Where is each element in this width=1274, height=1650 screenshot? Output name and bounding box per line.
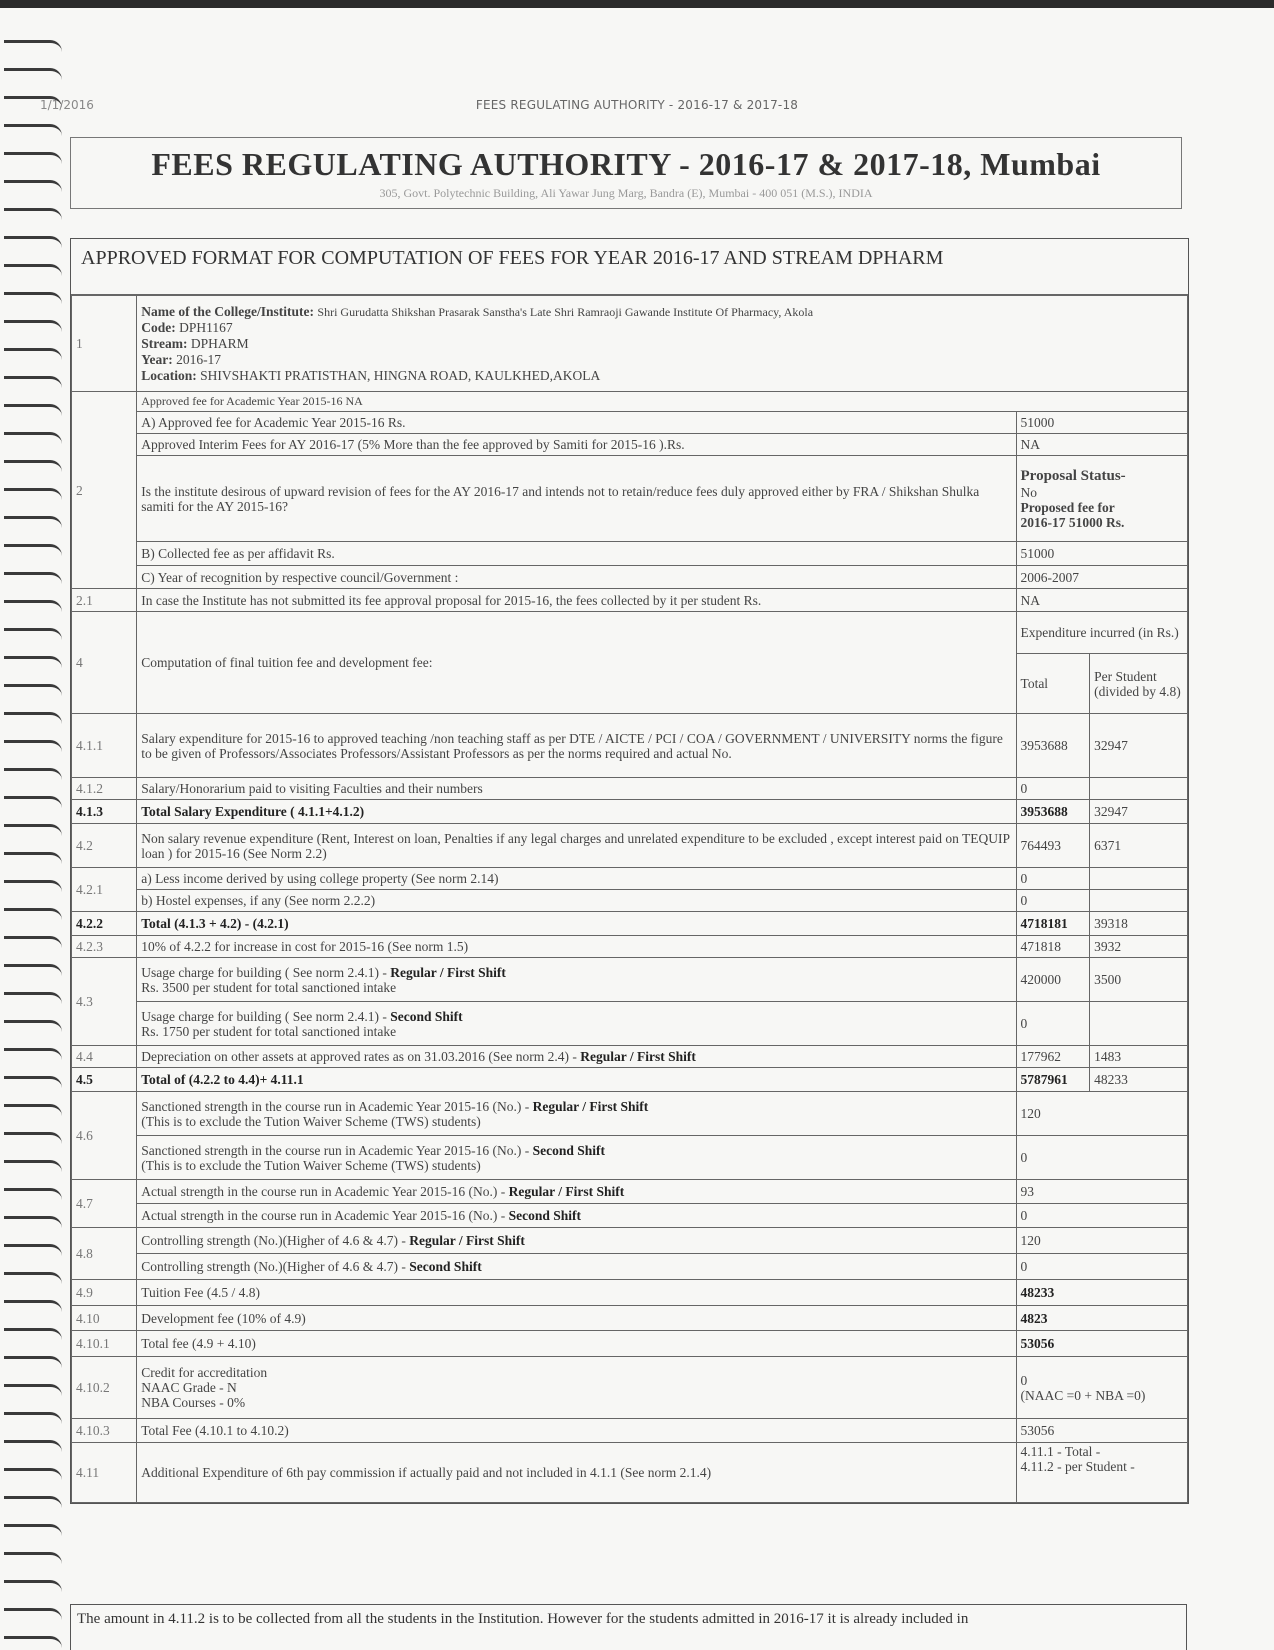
row-label: Credit for accreditation NAAC Grade - N NBA Courses - 0% [137,1357,1016,1419]
row-value: 53056 [1016,1331,1187,1357]
row-label: Actual strength in the course run in Academic Year 2015-16 (No.) - Regular / First Shift [137,1180,1016,1204]
row-value: 48233 [1016,1280,1187,1306]
print-header: FEES REGULATING AUTHORITY - 2016-17 & 2017-18 [475,98,799,112]
row-label: B) Collected fee as per affidavit Rs. [137,542,1016,566]
binding-ring [4,348,62,360]
row-label: Tuition Fee (4.5 / 4.8) [137,1280,1016,1306]
table-row: 4.5 Total of (4.2.2 to 4.4)+ 4.11.1 5787961 48233 [72,1068,1188,1092]
binding-ring [4,1020,62,1032]
fee-table [71,295,1188,1503]
row-value: 51000 [1016,412,1187,434]
college-name: Shri Gurudatta Shikshan Prasarak Sanstha's Late Shri Ramraoji Gawande Institute Of Pharmacy, Akola [317,304,814,319]
table-row [72,589,1188,612]
total-head: Total [1016,654,1090,714]
binding-ring [4,236,62,248]
binding-ring [4,796,62,808]
row-label: Salary expenditure for 2015-16 to approved teaching /non teaching staff as per DTE / AICTE / PCI / COA / GOVERNMENT / UNIVERSITY norms the figure to be given of Professors/Associates Professors/Assistant Professors as per the norms required and actual No. [137,714,1016,778]
row-total: 0 [1016,1002,1090,1046]
table-row [72,296,1188,392]
binding-ring [4,1524,62,1536]
binding-ring [4,124,62,136]
row-label: Sanctioned strength in the course run in Academic Year 2015-16 (No.) - Regular / First Shift (This is to exclude the Tution Waiver Scheme (TWS) students) [137,1092,1016,1136]
row-label: Sanctioned strength in the course run in Academic Year 2015-16 (No.) - Second Shift (This is to exclude the Tution Waiver Scheme (TWS) students) [137,1136,1016,1180]
table-row [72,1254,1188,1280]
serial-no: 1 [72,296,137,392]
row-value: 51000 [1016,542,1187,566]
row-label: Controlling strength (No.)(Higher of 4.6 & 4.7) - Second Shift [137,1254,1016,1280]
row-total: 3953688 [1016,800,1090,824]
row-total: 0 [1016,890,1090,912]
row-per-student [1090,890,1188,912]
authority-address: 305, Govt. Polytechnic Building, Ali Yawar Jung Marg, Bandra (E), Mumbai - 400 051 (M.S.), INDIA [379,186,873,200]
row-per-student: 48233 [1090,1068,1188,1092]
row-total: 3953688 [1016,714,1090,778]
table-row: 4.2.2 Total (4.1.3 + 4.2) - (4.2.1) 4718181 39318 [72,912,1188,936]
binding-ring [4,1608,62,1620]
row-label: b) Hostel expenses, if any (See norm 2.2.2) [137,890,1016,912]
row-label: Non salary revenue expenditure (Rent, Interest on loan, Penalties if any legal charges and unrelated expenditure to be excluded , except interest paid on TEQUIP loan ) for 2015-16 (See Norm 2.2) [137,824,1016,868]
row-value: 120 [1016,1092,1187,1136]
row-value: 4.11.1 - Total - 4.11.2 - per Student - [1016,1443,1187,1503]
footer-note: The amount in 4.11.2 is to be collected from all the students in the Institution. However for the students admitted in 2016-17 it is already included in [70,1604,1187,1650]
row-label: Usage charge for building ( See norm 2.4.1) - Regular / First Shift Rs. 3500 per student for total sanctioned intake [137,958,1016,1002]
binding-ring [4,1076,62,1088]
row-total: 177962 [1016,1046,1090,1068]
table-row [72,612,1188,654]
row-total: 0 [1016,778,1090,800]
binding-ring [4,1468,62,1480]
table-row: 4.4 Depreciation on other assets at approved rates as on 31.03.2016 (See norm 2.4) - Regular / First Shift 177962 1483 [72,1046,1188,1068]
binding-ring [4,1356,62,1368]
row-value: 120 [1016,1228,1187,1254]
binding-ring [4,880,62,892]
binding-ring [4,1580,62,1592]
binding-ring [4,544,62,556]
row-label: Salary/Honorarium paid to visiting Faculties and their numbers [137,778,1016,800]
binding-ring [4,936,62,948]
binding-ring [4,656,62,668]
row-label: Total Salary Expenditure ( 4.1.1+4.1.2) [137,800,1016,824]
row-per-student [1090,868,1188,890]
binding-ring [4,1216,62,1228]
table-row: 4.9 Tuition Fee (4.5 / 4.8) 48233 [72,1280,1188,1306]
stream: DPHARM [190,335,249,351]
binding-ring [4,600,62,612]
row-label: Additional Expenditure of 6th pay commission if actually paid and not included in 4.1.1 (See norm 2.1.4) [137,1443,1016,1503]
page-title: FEES REGULATING AUTHORITY - 2016-17 & 2017-18, Mumbai [151,146,1101,182]
table-row: 4.6 Sanctioned strength in the course run in Academic Year 2015-16 (No.) - Regular / First Shift (This is to exclude the Tution Waiver Scheme (TWS) students) 120 [72,1092,1188,1136]
spiral-binding [0,0,64,1649]
approved-fee-ay-note: Approved fee for Academic Year 2015-16 NA [137,392,1188,412]
binding-ring [4,180,62,192]
binding-ring [4,1636,62,1648]
binding-ring [4,768,62,780]
table-row: 4.11 Additional Expenditure of 6th pay commission if actually paid and not included in 4.1.1 (See norm 2.1.4) 4.11.1 - Total - 4.11.2 - per Student - [72,1443,1188,1503]
table-row: 4.2.1 a) Less income derived by using college property (See norm 2.14) 0 [72,868,1188,890]
binding-ring [4,1272,62,1284]
binding-ring [4,1104,62,1116]
table-row: 4.10 Development fee (10% of 4.9) 4823 [72,1306,1188,1331]
row-value: 0 [1016,1254,1187,1280]
print-date: 1/1/2016 [40,98,94,112]
row-per-student: 1483 [1090,1046,1188,1068]
binding-ring [4,264,62,276]
table-row: 4.10.3 Total Fee (4.10.1 to 4.10.2) 53056 [72,1419,1188,1443]
row-label: Actual strength in the course run in Academic Year 2015-16 (No.) - Second Shift [137,1204,1016,1228]
table-row [72,890,1188,912]
binding-ring [4,992,62,1004]
row-label: Computation of final tuition fee and development fee: [137,612,1016,714]
row-total: 4718181 [1016,912,1090,936]
binding-ring [4,1440,62,1452]
table-row [72,1002,1188,1046]
binding-ring [4,1188,62,1200]
row-value: 4823 [1016,1306,1187,1331]
serial-no: 2 [72,392,137,589]
table-row: 4.2.3 10% of 4.2.2 for increase in cost for 2015-16 (See norm 1.5) 471818 3932 [72,936,1188,958]
row-label: Total (4.1.3 + 4.2) - (4.2.1) [137,912,1016,936]
row-label: Total of (4.2.2 to 4.4)+ 4.11.1 [137,1068,1016,1092]
row-value: 0 [1016,1204,1187,1228]
row-total: 0 [1016,868,1090,890]
binding-ring [4,208,62,220]
row-total: 5787961 [1016,1068,1090,1092]
binding-ring [4,740,62,752]
row-value: NA [1016,434,1187,456]
binding-ring [4,712,62,724]
binding-ring [4,1132,62,1144]
row-value: NA [1016,589,1187,612]
row-total: 420000 [1016,958,1090,1002]
binding-ring [4,684,62,696]
binding-ring [4,320,62,332]
row-per-student: 3500 [1090,958,1188,1002]
table-row [72,566,1188,589]
scan-top-edge [0,0,1274,8]
binding-ring [4,628,62,640]
fee-computation-form [70,238,1189,1504]
row-label: In case the Institute has not submitted its fee approval proposal for 2015-16, the fees collected by it per student Rs. [137,589,1016,612]
row-per-student: 3932 [1090,936,1188,958]
serial-no: 2.1 [72,589,137,612]
college-details: Name of the College/Institute: Shri Gurudatta Shikshan Prasarak Sanstha's Late Shri Ramraoji Gawande Institute Of Pharmacy, Akola Code: DPH1167 Stream: DPHARM Year: 2016-17 Location: SHIVSHAKTI PRATISTHAN, HINGNA ROAD, KAULKHED,AKOLA [137,296,1188,392]
binding-ring [4,824,62,836]
binding-ring [4,1412,62,1424]
binding-ring [4,1300,62,1312]
table-row [72,542,1188,566]
binding-ring [4,908,62,920]
binding-ring [4,852,62,864]
binding-ring [4,404,62,416]
binding-ring [4,1160,62,1172]
binding-ring [4,964,62,976]
binding-ring [4,432,62,444]
row-label: Usage charge for building ( See norm 2.4.1) - Second Shift Rs. 1750 per student for total sanctioned intake [137,1002,1016,1046]
year: 2016-17 [176,351,222,367]
row-per-student: 32947 [1090,800,1188,824]
row-total: 471818 [1016,936,1090,958]
location: SHIVSHAKTI PRATISTHAN, HINGNA ROAD, KAULKHED,AKOLA [200,367,601,383]
table-row: 4.10.1 Total fee (4.9 + 4.10) 53056 [72,1331,1188,1357]
binding-ring [4,152,62,164]
row-value: 93 [1016,1180,1187,1204]
row-value: 53056 [1016,1419,1187,1443]
row-label: A) Approved fee for Academic Year 2015-16 Rs. [137,412,1016,434]
row-per-student [1090,1002,1188,1046]
row-label: Is the institute desirous of upward revision of fees for the AY 2016-17 and intends not to retain/reduce fees duly approved either by FRA / Shikshan Shulka samiti for the AY 2015-16? [137,456,1016,542]
row-per-student: 6371 [1090,824,1188,868]
row-value: 2006-2007 [1016,566,1187,589]
table-row: 4.3 Usage charge for building ( See norm 2.4.1) - Regular / First Shift Rs. 3500 per student for total sanctioned intake 420000 3500 [72,958,1188,1002]
table-row [72,1204,1188,1228]
proposal-status: Proposal Status- No Proposed fee for 2016-17 51000 Rs. [1016,456,1187,542]
binding-ring [4,572,62,584]
table-row: 4.7 Actual strength in the course run in Academic Year 2015-16 (No.) - Regular / First Shift 93 [72,1180,1188,1204]
row-label: Depreciation on other assets at approved rates as on 31.03.2016 (See norm 2.4) - Regular / First Shift [137,1046,1016,1068]
binding-ring [4,1328,62,1340]
row-label: Total Fee (4.10.1 to 4.10.2) [137,1419,1016,1443]
binding-ring [4,1244,62,1256]
binding-ring [4,292,62,304]
table-row [72,392,1188,412]
binding-ring [4,1496,62,1508]
row-label: Controlling strength (No.)(Higher of 4.6 & 4.7) - Regular / First Shift [137,1228,1016,1254]
row-value: 0 (NAAC =0 + NBA =0) [1016,1357,1187,1419]
row-label: 10% of 4.2.2 for increase in cost for 2015-16 (See norm 1.5) [137,936,1016,958]
table-row: 4.2 Non salary revenue expenditure (Rent, Interest on loan, Penalties if any legal charges and unrelated expenditure to be excluded , except interest paid on TEQUIP loan ) for 2015-16 (See Norm 2.2) 764493 6371 [72,824,1188,868]
binding-ring [4,376,62,388]
row-per-student [1090,778,1188,800]
table-row [72,456,1188,542]
table-row: 4.1.1 Salary expenditure for 2015-16 to approved teaching /non teaching staff as per DTE / AICTE / PCI / COA / GOVERNMENT / UNIVERSITY norms the figure to be given of Professors/Associates Professors/Assistant Professors as per the norms required and actual No. 3953688 32947 [72,714,1188,778]
serial-no: 4 [72,612,137,714]
form-heading: APPROVED FORMAT FOR COMPUTATION OF FEES FOR YEAR 2016-17 AND STREAM DPHARM [71,239,1188,295]
title-box [70,137,1182,209]
binding-ring [4,516,62,528]
row-label: Development fee (10% of 4.9) [137,1306,1016,1331]
binding-ring [4,1552,62,1564]
college-code: DPH1167 [179,319,233,335]
table-row [72,434,1188,456]
row-label: Total fee (4.9 + 4.10) [137,1331,1016,1357]
binding-ring [4,40,62,52]
binding-ring [4,1384,62,1396]
row-per-student: 39318 [1090,912,1188,936]
row-total: 764493 [1016,824,1090,868]
row-per-student: 32947 [1090,714,1188,778]
row-label: Approved Interim Fees for AY 2016-17 (5% More than the fee approved by Samiti for 2015-16 ).Rs. [137,434,1016,456]
expenditure-head: Expenditure incurred (in Rs.) [1016,612,1187,654]
row-label: a) Less income derived by using college property (See norm 2.14) [137,868,1016,890]
table-row [72,412,1188,434]
table-row: 4.10.2 Credit for accreditation NAAC Grade - N NBA Courses - 0% 0 (NAAC =0 + NBA =0) [72,1357,1188,1419]
binding-ring [4,460,62,472]
table-row: 4.1.3 Total Salary Expenditure ( 4.1.1+4.1.2) 3953688 32947 [72,800,1188,824]
binding-ring [4,488,62,500]
row-value: 0 [1016,1136,1187,1180]
binding-ring [4,1048,62,1060]
table-row [72,1136,1188,1180]
table-row: 4.8 Controlling strength (No.)(Higher of 4.6 & 4.7) - Regular / First Shift 120 [72,1228,1188,1254]
binding-ring [4,68,62,80]
table-row: 4.1.2 Salary/Honorarium paid to visiting Faculties and their numbers 0 [72,778,1188,800]
per-student-head: Per Student (divided by 4.8) [1090,654,1188,714]
row-label: C) Year of recognition by respective council/Government : [137,566,1016,589]
